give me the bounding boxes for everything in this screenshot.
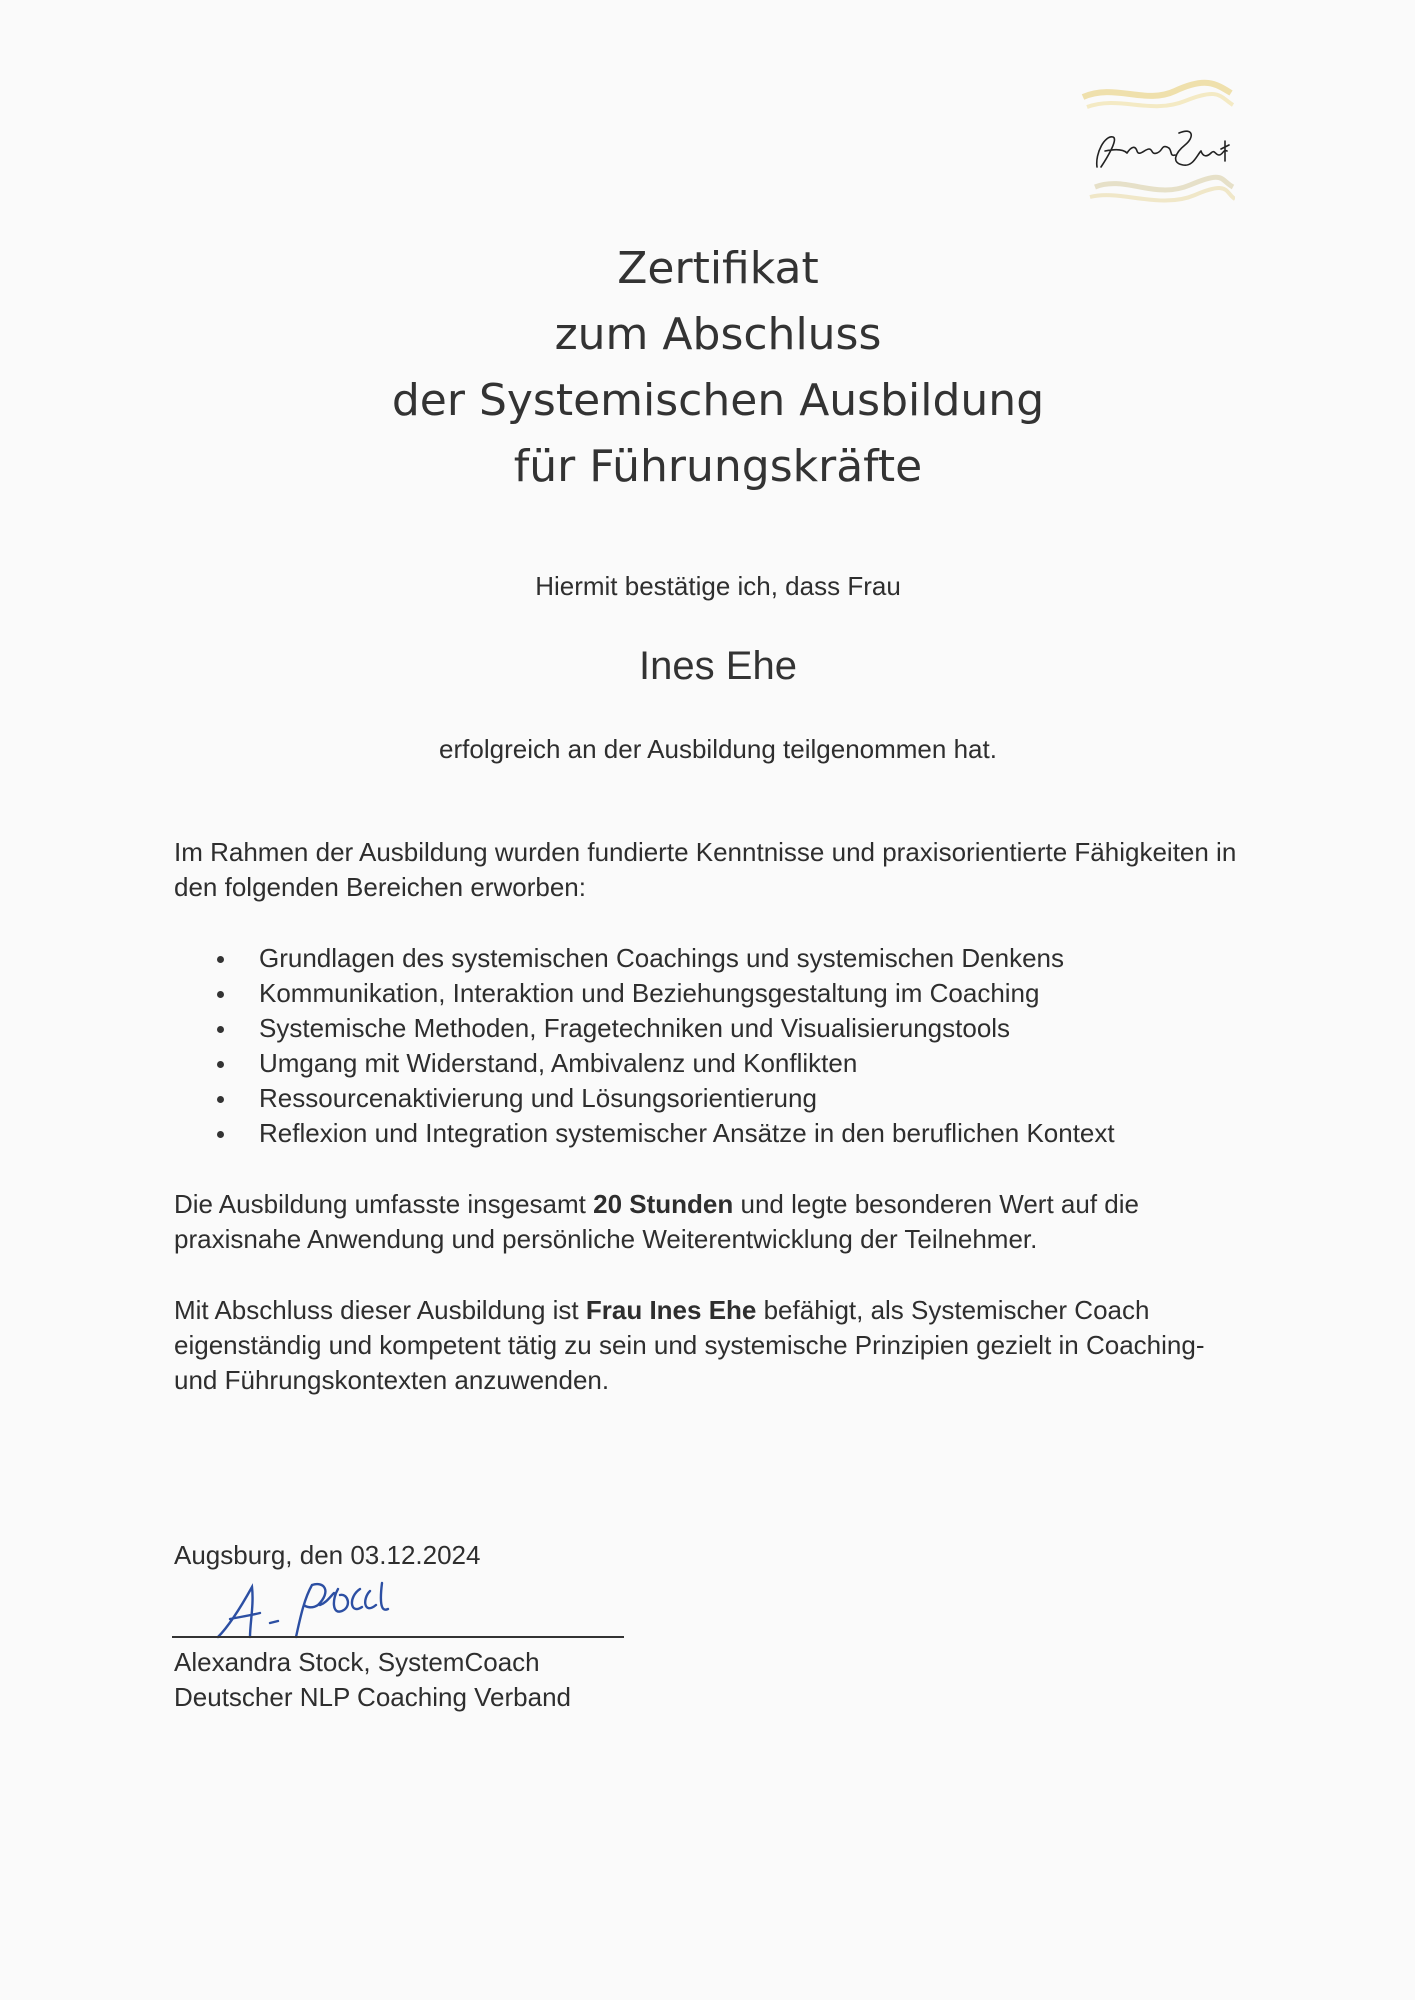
title-line-2: zum Abschluss <box>554 309 882 360</box>
list-item <box>174 1081 1254 1116</box>
list-item <box>174 1116 1254 1151</box>
list-item-text: Ressourcenaktivierung und Lösungsorientierung <box>259 1083 817 1113</box>
list-item-text: Grundlagen des systemischen Coachings und systemischen Denkens <box>259 943 1064 973</box>
bullet-icon <box>217 956 224 963</box>
bullet-icon <box>217 991 224 998</box>
title-line-3: der Systemischen Ausbildung <box>391 375 1045 426</box>
title-line-1: Zertifikat <box>617 243 819 294</box>
list-item-text: Reflexion und Integration systemischer Ansätze in den beruflichen Kontext <box>259 1118 1115 1148</box>
qualification-text-after: befähigt, als Systemischer Coach eigenständig und kompetent tätig zu sein und systemische Prinzipien gezielt in Coaching- und Führungskontexten anzuwenden. <box>174 1295 1205 1395</box>
signature-logo-icon <box>1075 75 1235 220</box>
list-item-text: Kommunikation, Interaktion und Beziehungsgestaltung im Coaching <box>259 978 1040 1008</box>
place-date: Augsburg, den 03.12.2024 <box>174 1540 481 1570</box>
signer-block <box>174 1645 571 1715</box>
outro-text: erfolgreich an der Ausbildung teilgenommen hat. <box>439 734 997 764</box>
qualification-name: Frau Ines Ehe <box>585 1295 757 1325</box>
paragraph-duration <box>174 1187 1254 1257</box>
signature-line <box>172 1636 624 1638</box>
list-item <box>174 941 1254 976</box>
bullet-icon <box>217 1061 224 1068</box>
duration-hours: 20 Stunden <box>593 1189 734 1219</box>
duration-text-before: Die Ausbildung umfasste insgesamt <box>174 1189 594 1219</box>
list-item <box>174 1011 1254 1046</box>
bullet-icon <box>217 1131 224 1138</box>
bullet-icon <box>217 1096 224 1103</box>
certificate-title <box>0 236 1415 500</box>
signer-organization: Deutscher NLP Coaching Verband <box>174 1682 571 1712</box>
paragraph-skills-intro: Im Rahmen der Ausbildung wurden fundierte Kenntnisse und praxisorientierte Fähigkeiten in den folgenden Bereichen erworben: <box>174 837 1237 902</box>
intro-text: Hiermit bestätige ich, dass Frau <box>535 571 901 601</box>
list-item <box>174 976 1254 1011</box>
paragraph-qualification <box>174 1293 1254 1398</box>
duration-text-after: und legte besonderen Wert auf die praxisnahe Anwendung und persönliche Weiterentwicklung der Teilnehmer. <box>174 1189 1139 1254</box>
list-item-text: Systemische Methoden, Fragetechniken und Visualisierungstools <box>259 1013 1011 1043</box>
bullet-icon <box>217 1026 224 1033</box>
handwritten-signature-icon <box>200 1575 420 1645</box>
list-item-text: Umgang mit Widerstand, Ambivalenz und Konflikten <box>259 1048 858 1078</box>
signer-name: Alexandra Stock, SystemCoach <box>174 1647 540 1677</box>
skills-list <box>174 941 1254 1151</box>
title-line-4: für Führungskräfte <box>513 441 923 492</box>
recipient-name: Ines Ehe <box>639 644 797 688</box>
qualification-text-before: Mit Abschluss dieser Ausbildung ist <box>174 1295 586 1325</box>
list-item <box>174 1046 1254 1081</box>
